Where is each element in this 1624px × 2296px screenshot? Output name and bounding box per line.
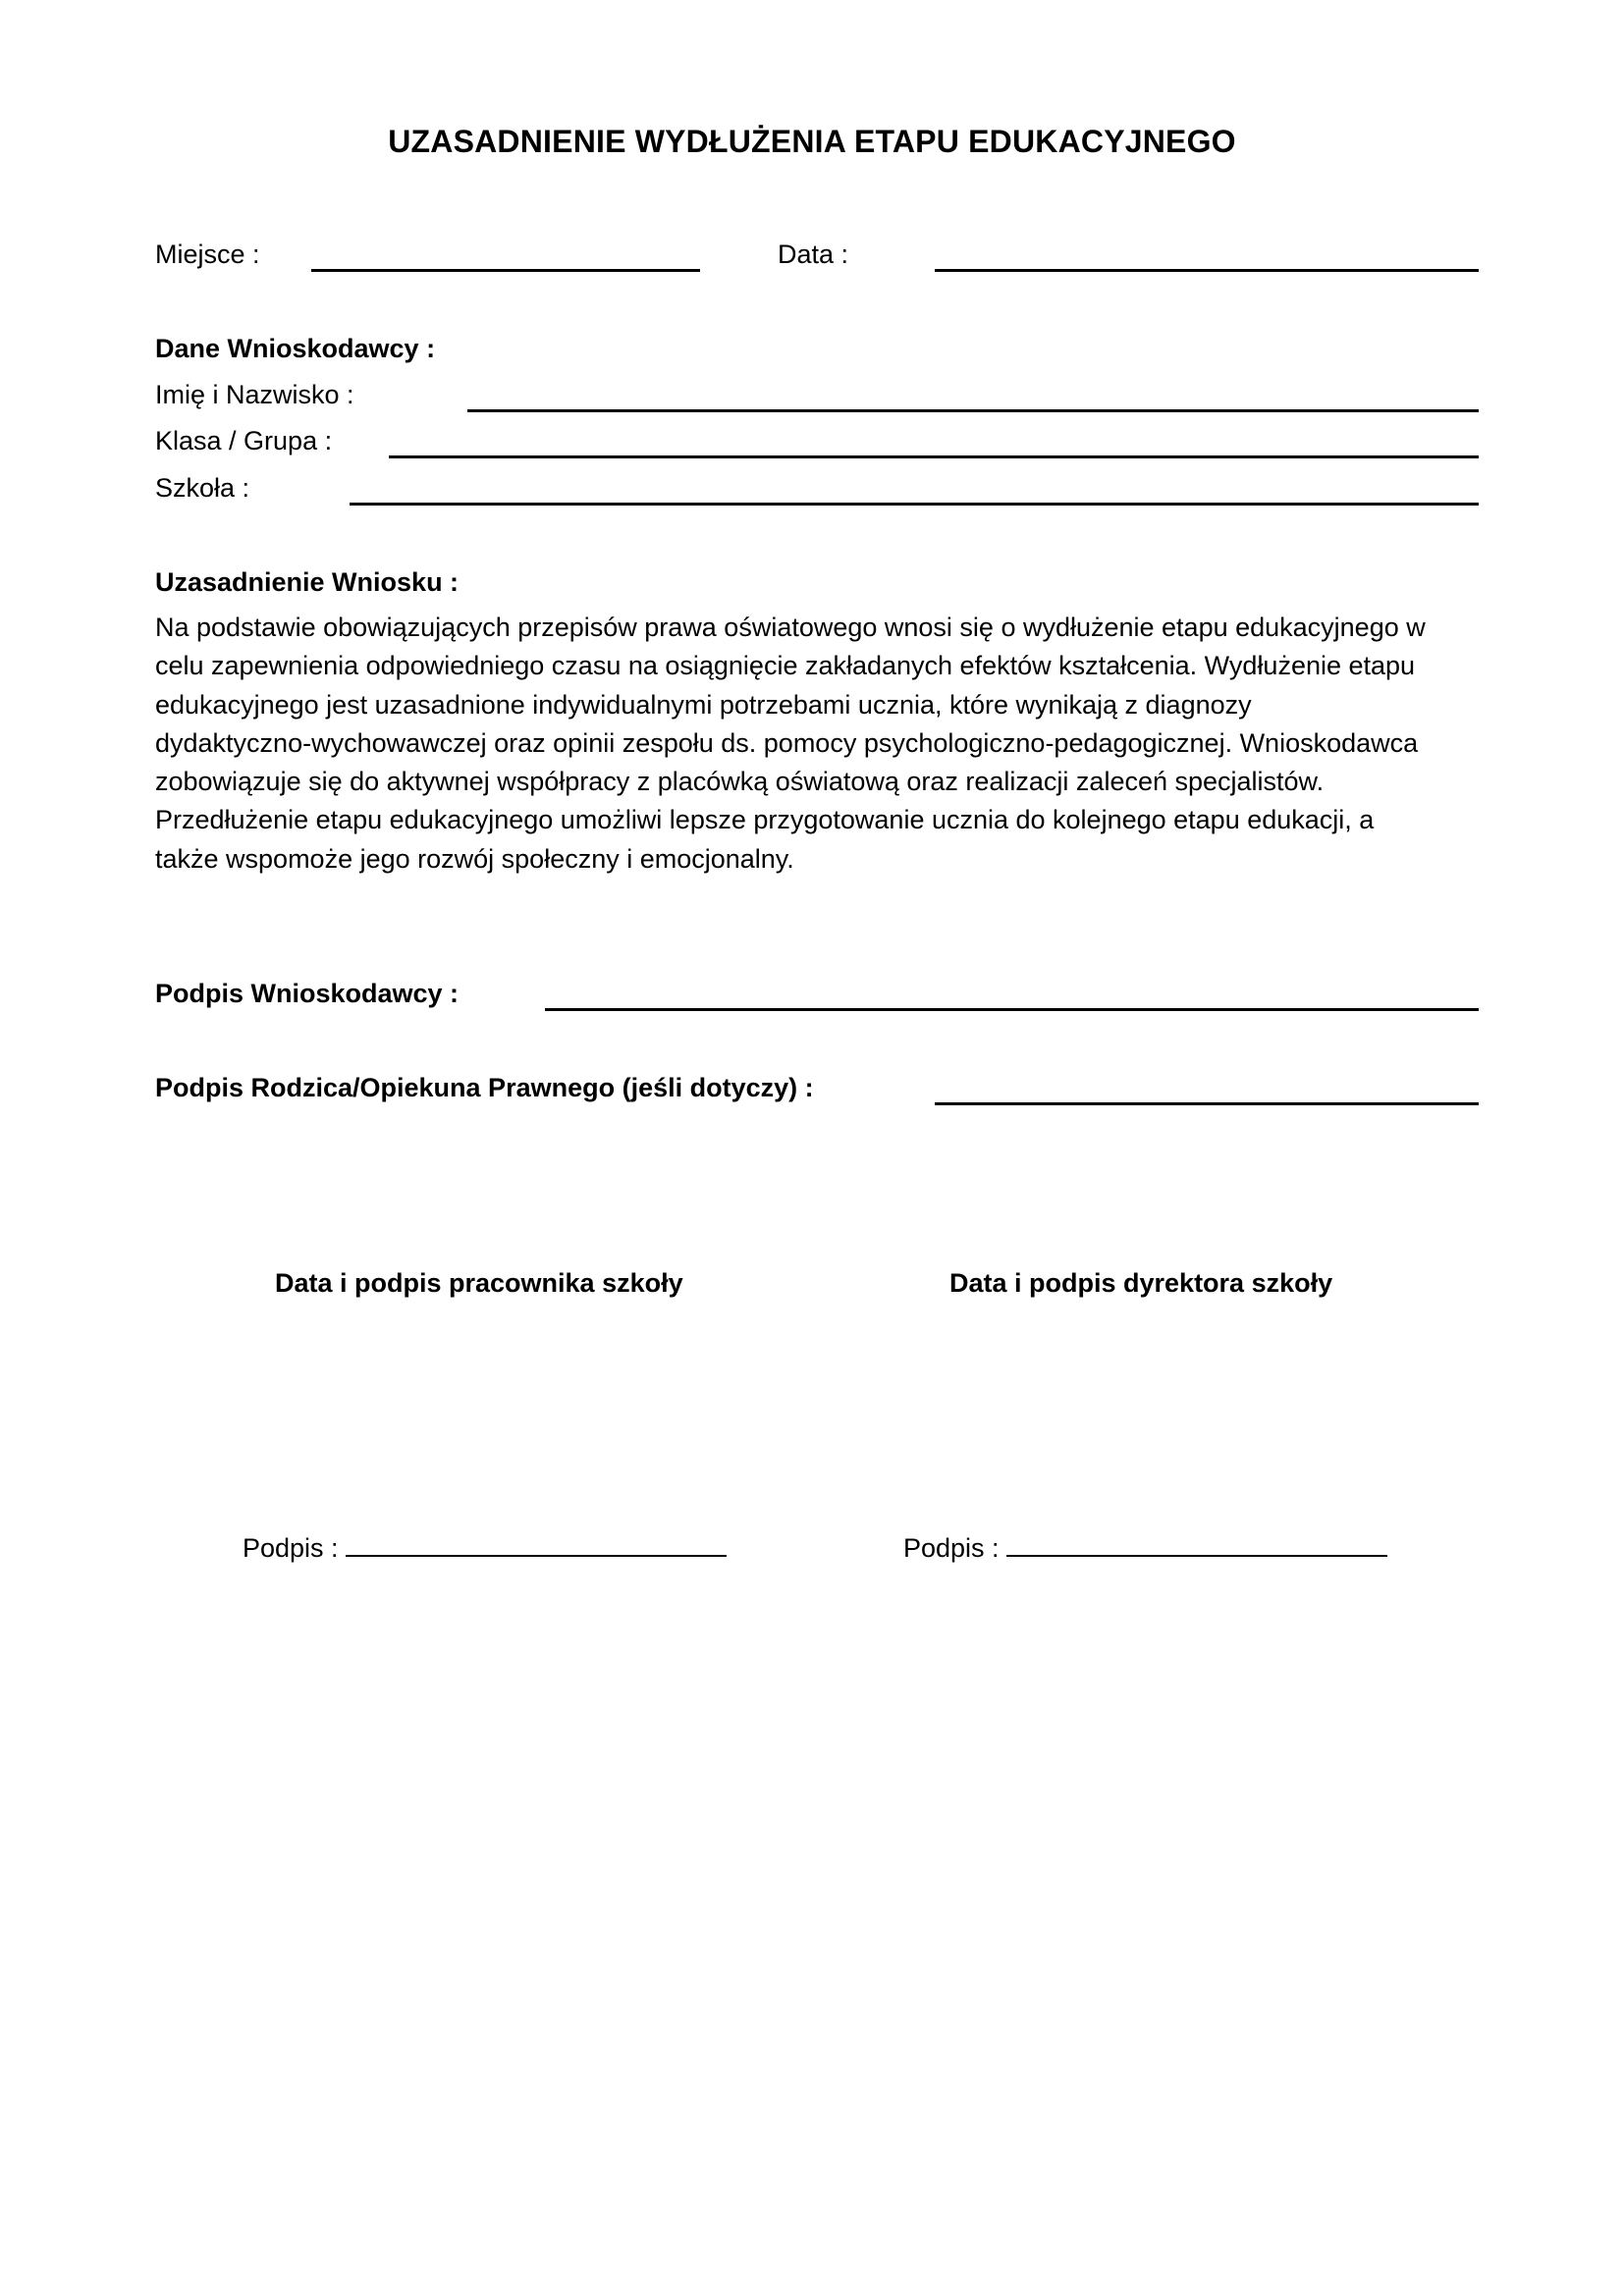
school-employee-signature-line[interactable] [346,1533,727,1557]
place-label: Miejsce : [155,240,260,269]
justification-line: zobowiązuje się do aktywnej współpracy z placówką oświatową oraz realizacji zaleceń specjalistów. [155,767,1325,797]
document-title: UZASADNIENIE WYDŁUŻENIA ETAPU EDUKACYJNEGO [388,124,1236,159]
justification-paragraph [155,609,1490,879]
school-label: Szkoła : [155,473,250,503]
principal-signature-title: Data i podpis dyrektora szkoły [949,1268,1333,1298]
applicant-heading: Dane Wnioskodawcy : [155,334,436,363]
justification-heading: Uzasadnienie Wniosku : [155,567,460,597]
justification-line: Przedłużenie etapu edukacyjnego umożliwi lepsze przygotowanie ucznia do kolejnego etapu edukacji, a [155,805,1375,835]
justification-line: także wspomoże jego rozwój społeczny i emocjonalny. [155,843,794,874]
date-field-line[interactable] [935,269,1479,272]
justification-line: Na podstawie obowiązujących przepisów prawa oświatowego wnosi się o wydłużenie etapu edukacyjnego w [155,613,1426,642]
applicant-signature-line[interactable] [545,1008,1479,1011]
podpis-label: Podpis : [243,1533,339,1563]
place-field-line[interactable] [311,269,700,272]
school-field-line[interactable] [350,503,1479,506]
guardian-signature-label: Podpis Rodzica/Opiekuna Prawnego (jeśli dotyczy) : [155,1073,814,1102]
applicant-signature-label: Podpis Wnioskodawcy : [155,979,460,1008]
podpis-label: Podpis : [903,1533,1000,1563]
principal-signature-field[interactable] [903,1533,1387,1564]
justification-line: edukacyjnego jest uzasadnione indywidualnymi potrzebami ucznia, które wynikają z diagnozy [155,689,1252,720]
justification-line: celu zapewnienia odpowiedniego czasu na osiągnięcie zakładanych efektów kształcenia. Wydłużenie etapu [155,651,1416,681]
date-label: Data : [778,240,849,269]
justification-line: dydaktyczno-wychowawczej oraz opinii zespołu ds. pomocy psychologiczno-pedagogicznej. Wnioskodawca [155,727,1419,758]
class-field-line[interactable] [389,455,1479,458]
principal-signature-line[interactable] [1006,1533,1387,1557]
school-employee-signature-title: Data i podpis pracownika szkoły [275,1268,683,1298]
class-label: Klasa / Grupa : [155,426,333,455]
guardian-signature-line[interactable] [935,1102,1479,1105]
name-label: Imię i Nazwisko : [155,380,354,409]
school-employee-signature-field[interactable] [243,1533,727,1564]
name-field-line[interactable] [467,409,1479,412]
